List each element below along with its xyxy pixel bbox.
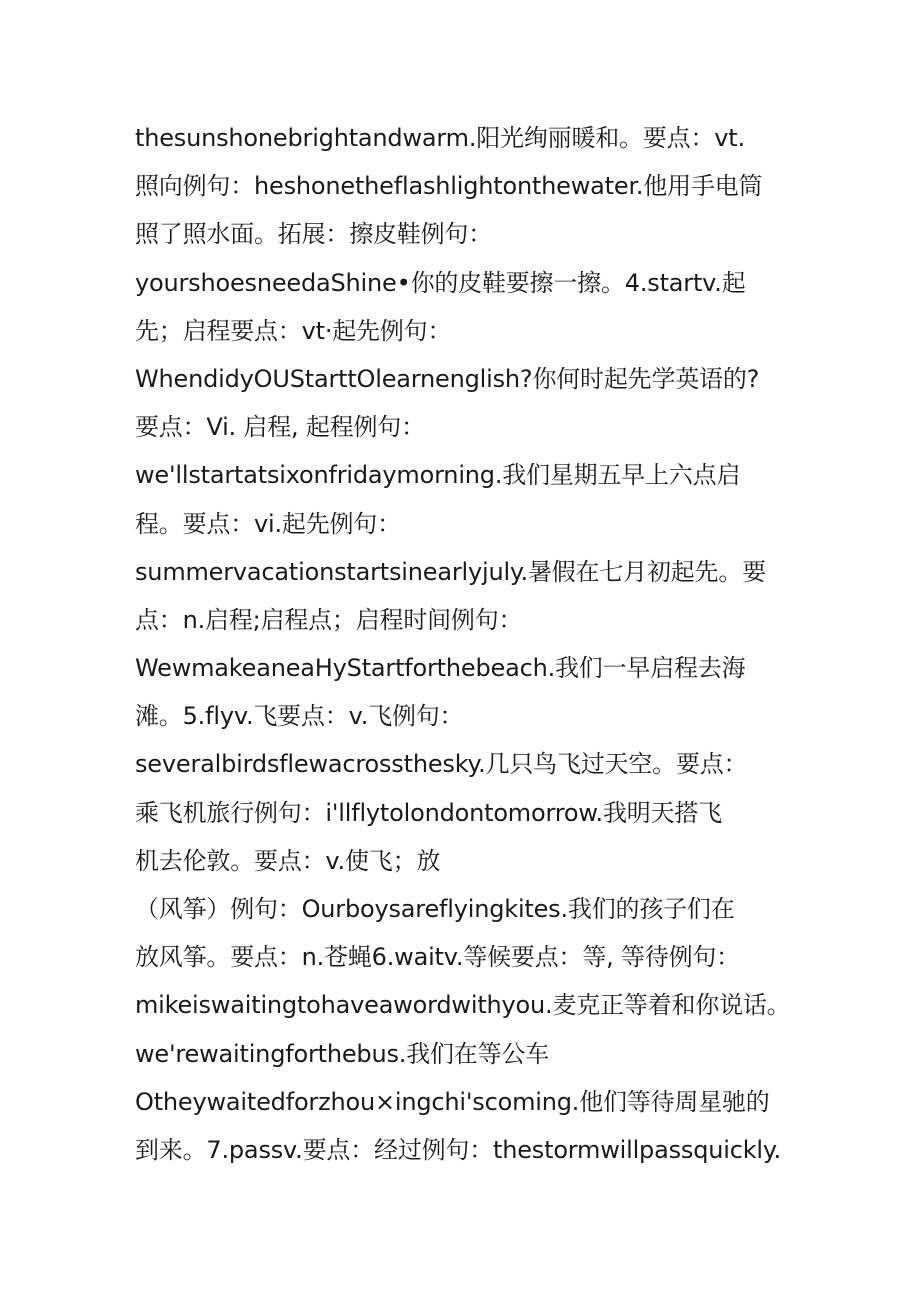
- text-line: thesunshonebrightandwarm.阳光绚丽暖和。要点：vt.: [135, 124, 745, 152]
- text-line: 照向例句：heshonetheflashlightonthewater.他用手电筒: [135, 172, 763, 201]
- text-line: 要点：Vi. 启程, 起程例句：: [135, 413, 425, 442]
- text-line: 放风筝。要点：n.苍蝇6.waitv.等候要点：等, 等待例句：: [135, 943, 740, 972]
- text-line: Otheywaitedforzhou×ingchi'scoming.他们等待周星驰的: [135, 1087, 770, 1116]
- text-line: WhendidyOUStarttOlearnenglish?你何时起先学英语的?: [135, 364, 760, 393]
- text-line: mikeiswaitingtohaveawordwithyou.麦克正等着和你说话。: [135, 991, 791, 1020]
- text-line: yourshoesneedaShine•你的皮鞋要擦一擦。4.startv.起: [135, 268, 746, 297]
- text-line: 乘飞机旅行例句：i'llflytolondontomorrow.我明天搭飞: [135, 798, 722, 827]
- text-line: 点：n.启程;启程点；启程时间例句：: [135, 605, 523, 634]
- text-line: severalbirdsflewacrossthesky.几只鸟飞过天空。要点：: [135, 750, 748, 779]
- text-line: 滩。5.flyv.飞要点：v.飞例句：: [135, 702, 464, 731]
- text-line: （风筝）例句：Ourboysareflyingkites.我们的孩子们在: [135, 895, 735, 923]
- text-line: summervacationstartsinearlyjuly.暑假在七月初起先。要: [135, 557, 766, 586]
- text-line: 到来。7.passv.要点：经过例句：thestormwillpassquickly.: [135, 1135, 781, 1164]
- text-line: 先；启程要点：vt·起先例句：: [135, 316, 452, 345]
- body-text: [135, 114, 815, 1174]
- text-line: we'llstartatsixonfridaymorning.我们星期五早上六点启: [135, 461, 741, 490]
- text-line: 机去伦敦。要点：v.使飞；放: [135, 846, 441, 875]
- text-line: we'rewaitingforthebus.我们在等公车: [135, 1039, 549, 1068]
- text-line: 程。要点：vi.起先例句：: [135, 509, 401, 538]
- text-line: WewmakeaneaHyStartforthebeach.我们一早启程去海: [135, 654, 746, 683]
- text-line: 照了照水面。拓展：擦皮鞋例句：: [135, 220, 492, 249]
